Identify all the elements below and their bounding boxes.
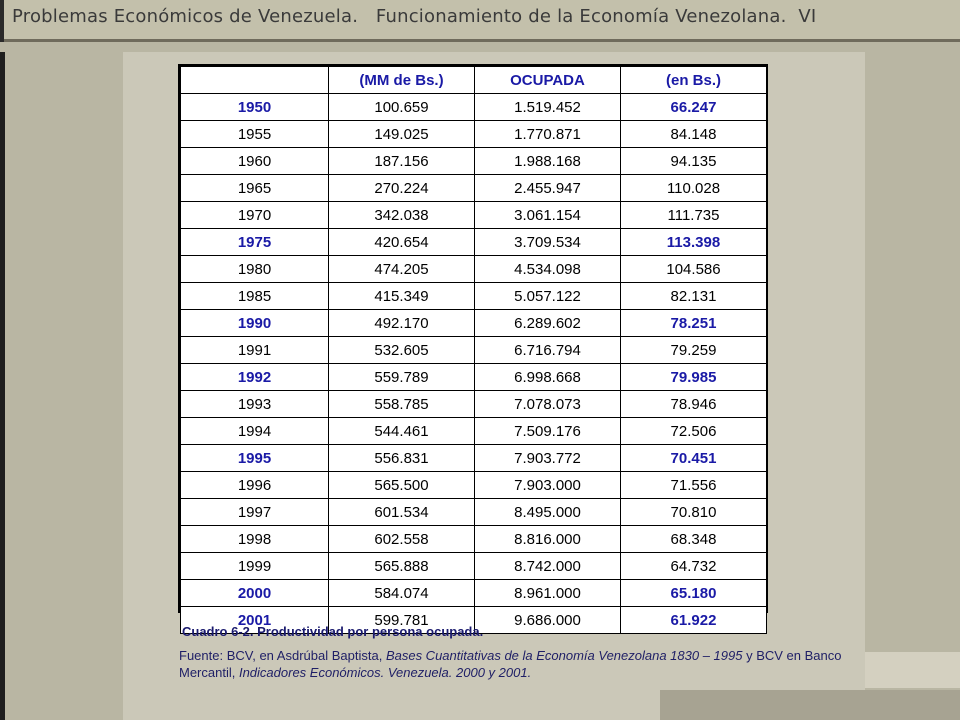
cell-pib: 599.781 [329, 607, 475, 634]
cell-ocupada: 9.686.000 [475, 607, 621, 634]
title-bar-edge [0, 0, 4, 42]
left-divider [0, 52, 5, 720]
column-header-year [181, 67, 329, 94]
decorative-strip [660, 690, 960, 720]
cell-pib: 565.500 [329, 472, 475, 499]
table-row [181, 445, 767, 472]
cell-productividad: 110.028 [621, 175, 767, 202]
cell-ocupada: 6.289.602 [475, 310, 621, 337]
cell-ocupada: 1.519.452 [475, 94, 621, 121]
cell-productividad: 79.985 [621, 364, 767, 391]
cell-year: 1990 [181, 310, 329, 337]
table-row [181, 526, 767, 553]
cell-pib: 602.558 [329, 526, 475, 553]
table-row [181, 283, 767, 310]
cell-ocupada: 6.716.794 [475, 337, 621, 364]
table-row [181, 175, 767, 202]
cell-ocupada: 7.078.073 [475, 391, 621, 418]
cell-year: 1980 [181, 256, 329, 283]
column-header-pib: (MM de Bs.) [329, 67, 475, 94]
cell-year: 1993 [181, 391, 329, 418]
cell-ocupada: 4.534.098 [475, 256, 621, 283]
table-row [181, 94, 767, 121]
cell-productividad: 70.451 [621, 445, 767, 472]
cell-ocupada: 7.903.000 [475, 472, 621, 499]
table-row [181, 472, 767, 499]
title-bar [0, 0, 960, 42]
cell-ocupada: 3.709.534 [475, 229, 621, 256]
cell-ocupada: 8.961.000 [475, 580, 621, 607]
cell-ocupada: 7.509.176 [475, 418, 621, 445]
table-row [181, 202, 767, 229]
cell-pib: 558.785 [329, 391, 475, 418]
cell-year: 2001 [181, 607, 329, 634]
cell-productividad: 65.180 [621, 580, 767, 607]
cell-ocupada: 3.061.154 [475, 202, 621, 229]
productivity-table [178, 64, 768, 629]
cell-pib: 565.888 [329, 553, 475, 580]
column-header-productividad: (en Bs.) [621, 67, 767, 94]
cell-year: 1999 [181, 553, 329, 580]
page-title: Problemas Económicos de Venezuela. Funcionamiento de la Economía Venezolana. VI [12, 6, 817, 27]
cell-year: 2000 [181, 580, 329, 607]
cell-year: 1997 [181, 499, 329, 526]
table-row [181, 337, 767, 364]
cell-pib: 474.205 [329, 256, 475, 283]
cell-year: 1998 [181, 526, 329, 553]
cell-ocupada: 5.057.122 [475, 283, 621, 310]
cell-year: 1975 [181, 229, 329, 256]
cell-pib: 342.038 [329, 202, 475, 229]
cell-pib: 601.534 [329, 499, 475, 526]
table-row [181, 229, 767, 256]
source-book-title: Bases Cuantitativas de la Economía Venezolana 1830 – 1995 [385, 648, 743, 663]
table-row [181, 580, 767, 607]
cell-pib: 149.025 [329, 121, 475, 148]
cell-productividad: 72.506 [621, 418, 767, 445]
column-header-ocupada: OCUPADA [475, 67, 621, 94]
cell-pib: 544.461 [329, 418, 475, 445]
cell-productividad: 61.922 [621, 607, 767, 634]
cell-ocupada: 8.816.000 [475, 526, 621, 553]
cell-year: 1996 [181, 472, 329, 499]
cell-productividad: 113.398 [621, 229, 767, 256]
table-row [181, 148, 767, 175]
source-publication-title: Indicadores Económicos. Venezuela. 2000 y 2001. [238, 665, 532, 680]
cell-productividad: 78.251 [621, 310, 767, 337]
cell-productividad: 71.556 [621, 472, 767, 499]
cell-ocupada: 1.770.871 [475, 121, 621, 148]
cell-year: 1965 [181, 175, 329, 202]
table-row [181, 256, 767, 283]
table-row [181, 121, 767, 148]
cell-productividad: 104.586 [621, 256, 767, 283]
cell-ocupada: 6.998.668 [475, 364, 621, 391]
cell-pib: 556.831 [329, 445, 475, 472]
cell-pib: 492.170 [329, 310, 475, 337]
table-row [181, 499, 767, 526]
cell-productividad: 68.348 [621, 526, 767, 553]
table-row [181, 310, 767, 337]
table-caption: Cuadro 6-2. Productividad por persona ocupada. [182, 624, 484, 639]
cell-pib: 270.224 [329, 175, 475, 202]
table-header-row [181, 67, 767, 94]
cell-year: 1985 [181, 283, 329, 310]
cell-pib: 584.074 [329, 580, 475, 607]
cell-ocupada: 8.742.000 [475, 553, 621, 580]
cell-pib: 100.659 [329, 94, 475, 121]
data-table [180, 66, 767, 634]
cell-productividad: 64.732 [621, 553, 767, 580]
cell-ocupada: 8.495.000 [475, 499, 621, 526]
cell-year: 1991 [181, 337, 329, 364]
cell-productividad: 66.247 [621, 94, 767, 121]
cell-productividad: 82.131 [621, 283, 767, 310]
cell-year: 1992 [181, 364, 329, 391]
source-text: Fuente: BCV, en Asdrúbal Baptista, [179, 648, 386, 663]
table-row [181, 418, 767, 445]
cell-productividad: 79.259 [621, 337, 767, 364]
table-row [181, 364, 767, 391]
cell-ocupada: 7.903.772 [475, 445, 621, 472]
cell-pib: 187.156 [329, 148, 475, 175]
cell-pib: 532.605 [329, 337, 475, 364]
cell-year: 1994 [181, 418, 329, 445]
cell-year: 1960 [181, 148, 329, 175]
cell-pib: 420.654 [329, 229, 475, 256]
cell-productividad: 70.810 [621, 499, 767, 526]
cell-year: 1995 [181, 445, 329, 472]
cell-ocupada: 1.988.168 [475, 148, 621, 175]
cell-year: 1950 [181, 94, 329, 121]
cell-productividad: 111.735 [621, 202, 767, 229]
cell-pib: 559.789 [329, 364, 475, 391]
cell-productividad: 84.148 [621, 121, 767, 148]
cell-productividad: 78.946 [621, 391, 767, 418]
table-row [181, 391, 767, 418]
source-note [179, 647, 849, 681]
table-row [181, 553, 767, 580]
cell-ocupada: 2.455.947 [475, 175, 621, 202]
cell-year: 1955 [181, 121, 329, 148]
cell-year: 1970 [181, 202, 329, 229]
cell-pib: 415.349 [329, 283, 475, 310]
decorative-box [865, 652, 960, 688]
cell-productividad: 94.135 [621, 148, 767, 175]
source-text-2: y BCV en Banco Mercantil, [179, 648, 842, 680]
